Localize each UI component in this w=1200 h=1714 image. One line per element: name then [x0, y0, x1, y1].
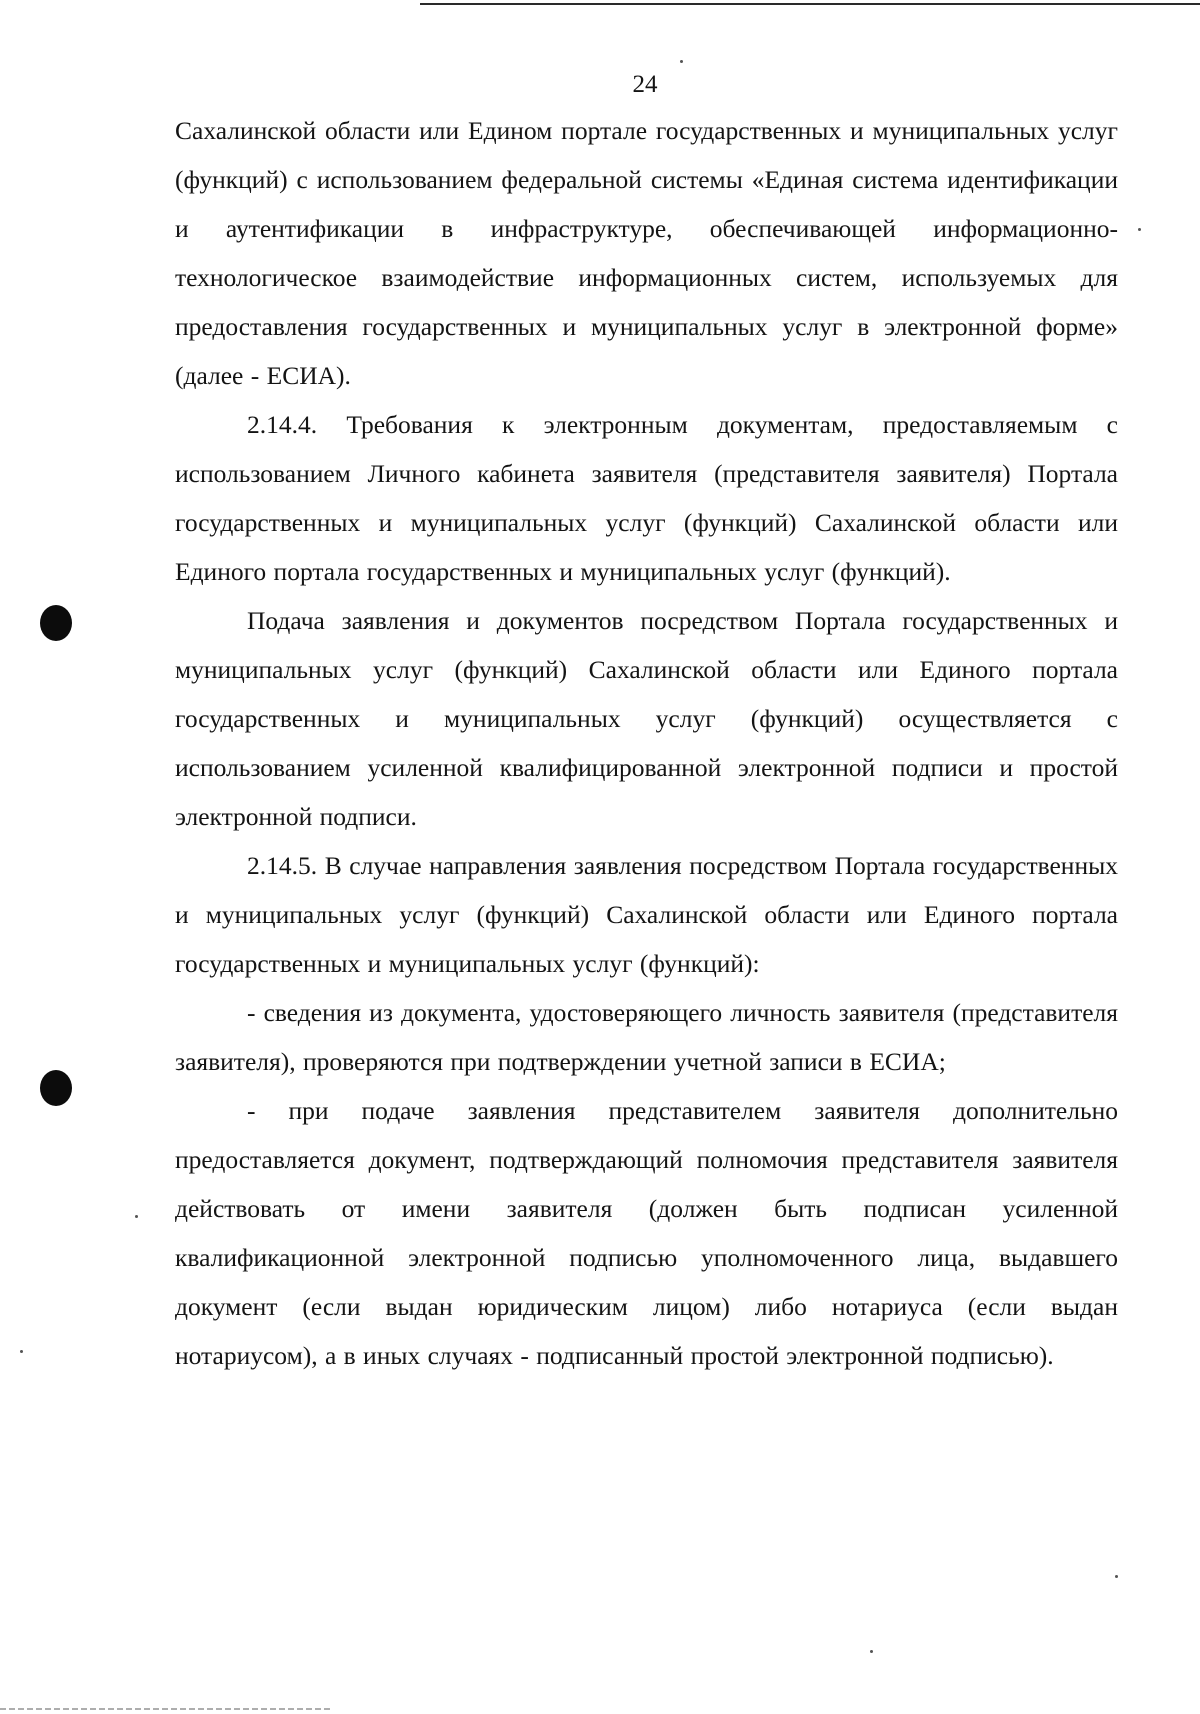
scan-speck [1115, 1575, 1118, 1578]
punch-hole-upper [40, 605, 72, 641]
paragraph-2-14-5: 2.14.5. В случае направления заявления посредством Портала государственных и муниципальных услуг (функций) Сахалинской области или Единого портала государственных и муниципальных услуг (функций): [175, 851, 1118, 978]
scan-speck [135, 1215, 138, 1218]
paragraph-submission-signature: Подача заявления и документов посредством Портала государственных и муниципальных услуг (функций) Сахалинской области или Единого портала государственных и муниципальных услуг (функций) осуществляется с использованием усиленной квалифицированной электронной подписи и простой электронной подписи. [175, 606, 1118, 831]
paragraph-2-14-4: 2.14.4. Требования к электронным документам, предоставляемым с использованием Личного кабинета заявителя (представителя заявителя) Портала государственных и муниципальных услуг (функций) Сахалинской области или Единого портала государственных и муниципальных услуг (функций). [175, 410, 1118, 586]
scan-speck [870, 1650, 873, 1653]
scan-speck [20, 1350, 23, 1353]
list-item-representative-authority: - при подаче заявления представителем заявителя дополнительно предоставляется документ, подтверждающий полномочия представителя заявителя действовать от имени заявителя (должен быть подписан усиленной квалификационной электронной подписью уполномоченного лица, выдавшего документ (если выдан юридическим лицом) либо нотариуса (если выдан нотариусом), а в иных случаях - подписанный простой электронной подписью). [175, 1096, 1118, 1370]
page-number: 24 [632, 71, 658, 98]
bottom-scan-noise [0, 1708, 330, 1710]
paragraph-esia-definition: Сахалинской области или Едином портале государственных и муниципальных услуг (функций) с использованием федеральной системы «Единая система идентификации и аутентификации в инфраструктуре, обеспечивающей информационно-технологическое взаимодействие информационных систем, используемых для предоставления государственных и муниципальных услуг в электронной форме» (далее - ЕСИА). [175, 116, 1118, 390]
document-body [175, 106, 1118, 1380]
scan-speck [680, 60, 683, 63]
punch-hole-lower [40, 1070, 72, 1106]
top-edge-rule [420, 3, 1200, 5]
list-item-identity-check: - сведения из документа, удостоверяющего личность заявителя (представителя заявителя), проверяются при подтверждении учетной записи в ЕСИА; [175, 998, 1118, 1076]
scan-speck [1138, 228, 1141, 231]
